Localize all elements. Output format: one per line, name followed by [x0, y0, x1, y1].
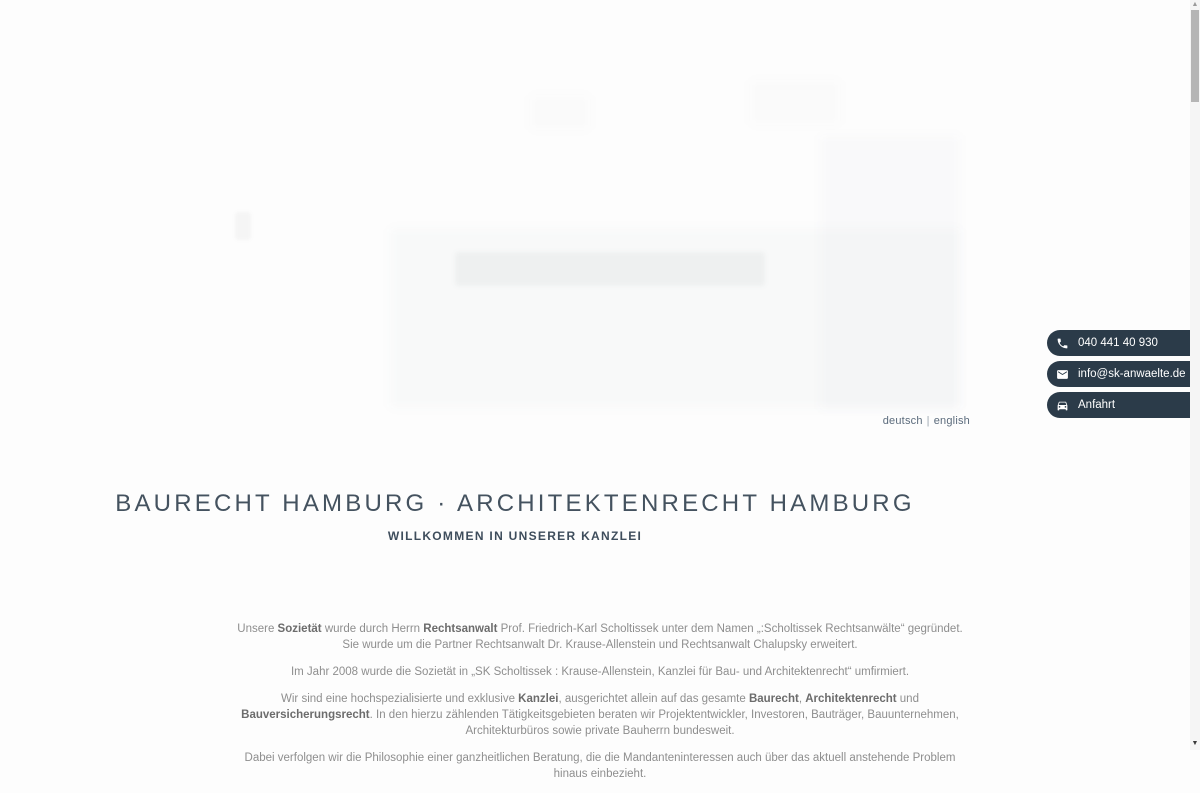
intro-paragraph: Wir sind eine hochspezialisierte und exklusive Kanzlei, ausgerichtet allein auf das gesamte Baurecht, Architektenrecht und Bauversicherungsrecht. In den hierzu zählenden Tätigkeitsgebieten beraten wir Projektentwickler, Investoren, Bauträger, Bauunternehmen, Architekturbüros sowie private Bauherrn bundesweit.: [241, 693, 959, 737]
intro-paragraph: Unsere Sozietät wurde durch Herrn Rechtsanwalt Prof. Friedrich-Karl Scholtissek unter dem Namen „:Scholtissek Rechtsanwälte“ gegründet. Sie wurde um die Partner Rechtsanwalt Dr. Krause-Allenstein und Rechtsanwalt Chalupsky erweitert.: [237, 623, 963, 651]
intro-paragraph: Dabei verfolgen wir die Philosophie einer ganzheitlichen Beratung, die die Mandanteninteressen auch über das aktuell anstehende Problem hinaus einbezieht.: [244, 752, 956, 780]
hero-ghost-logo-text: [455, 252, 765, 286]
hero-faded-image: [170, 0, 1030, 420]
hero-ghost-shape: [750, 80, 840, 125]
contact-button-stack: [1047, 330, 1190, 418]
language-link-deutsch[interactable]: deutsch: [882, 415, 923, 427]
car-icon: [1056, 399, 1069, 412]
scrollbar-down-arrow[interactable]: ▼: [1191, 740, 1199, 747]
language-bar: [883, 415, 970, 427]
intro-text: [228, 621, 972, 793]
phone-icon: [1056, 337, 1069, 350]
intro-paragraph: Im Jahr 2008 wurde die Sozietät in „SK Scholtissek : Krause-Allenstein, Kanzlei für Bau- und Architektenrecht“ umfirmiert.: [290, 666, 910, 678]
phone-button-label: 040 441 40 930: [1078, 337, 1158, 349]
email-button-label: info@sk-anwaelte.de: [1078, 368, 1186, 380]
email-button[interactable]: [1047, 361, 1190, 387]
directions-button-label: Anfahrt: [1078, 399, 1116, 411]
language-separator: |: [926, 415, 930, 427]
hero-ghost-shape: [530, 95, 590, 130]
scrollbar-up-arrow[interactable]: ▲: [1191, 1, 1199, 8]
scrollbar-thumb[interactable]: [1191, 10, 1199, 102]
scrollbar-track[interactable]: [1190, 0, 1200, 750]
directions-button[interactable]: [1047, 392, 1190, 418]
page-subtitle: WILLKOMMEN IN UNSERER KANZLEI: [387, 529, 643, 543]
hero-ghost-shape: [235, 212, 251, 240]
envelope-icon: [1056, 368, 1069, 381]
language-link-english[interactable]: english: [933, 415, 970, 427]
phone-button[interactable]: [1047, 330, 1190, 356]
page-title: BAURECHT HAMBURG · ARCHITEKTENRECHT HAMBURG: [115, 490, 915, 517]
